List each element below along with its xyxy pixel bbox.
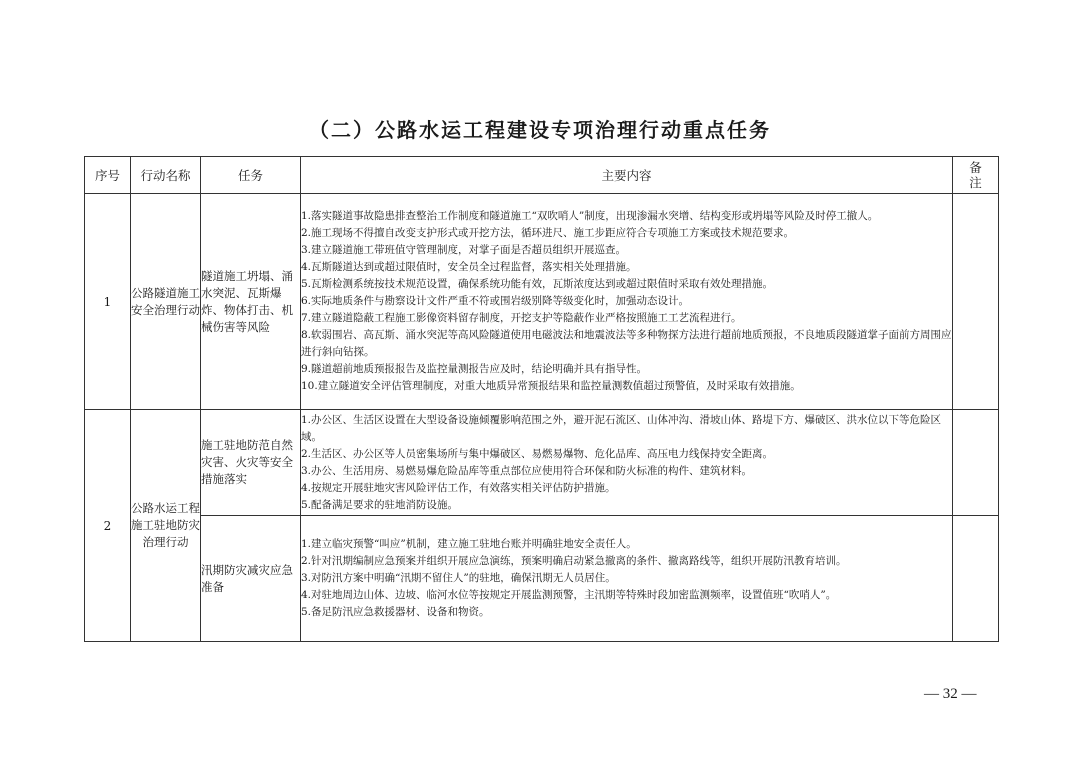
row2-action: 公路水运工程施工驻地防灾治理行动 bbox=[131, 410, 201, 642]
row1-line: 6.实际地质条件与勘察设计文件严重不符或围岩级别降等级变化时，加强动态设计。 bbox=[301, 295, 690, 307]
row1-action: 公路隧道施工安全治理行动 bbox=[131, 194, 201, 410]
table-row bbox=[85, 194, 999, 410]
table-row bbox=[85, 410, 999, 516]
page-number: — 32 — bbox=[924, 686, 977, 702]
row1-line: 9.隧道超前地质预报报告及监控量测报告应及时，结论明确并具有指导性。 bbox=[301, 363, 648, 375]
row1-line: 8.软弱围岩、高瓦斯、涌水突泥等高风险隧道使用电磁波法和地震波法等多种物探方法进行超前地质预报，不良地质段隧道掌子面前方周围应进行斜向钻探。 bbox=[301, 329, 952, 358]
row1-line: 5.瓦斯检测系统按技术规范设置，确保系统功能有效，瓦斯浓度达到或超过限值时采取有效处理措施。 bbox=[301, 278, 774, 290]
row1-line: 4.瓦斯隧道达到或超过限值时，安全员全过程监督，落实相关处理措施。 bbox=[301, 261, 637, 273]
row1-no: 1 bbox=[85, 194, 131, 410]
row2b-line: 3.对防汛方案中明确“汛期不留住人”的驻地，确保汛期无人员居住。 bbox=[301, 572, 616, 584]
header-action: 行动名称 bbox=[131, 157, 201, 194]
row2a-line: 4.按规定开展驻地灾害风险评估工作，有效落实相关评估防护措施。 bbox=[301, 481, 616, 494]
row2b-line: 2.针对汛期编制应急预案并组织开展应急演练，预案明确启动紧急撤离的条件、撤离路线等，组织开展防汛教育培训。 bbox=[301, 555, 847, 567]
header-task: 任务 bbox=[201, 157, 301, 194]
header-note-text: 备注 bbox=[969, 160, 982, 190]
row2a-line: 1.办公区、生活区设置在大型设备设施倾覆影响范围之外，避开泥石流区、山体冲沟、滑坡山体、路堤下方、爆破区、洪水位以下等危险区域。 bbox=[301, 413, 942, 443]
row2b-note bbox=[953, 516, 999, 642]
tasks-table bbox=[84, 156, 999, 642]
row2a-line: 3.办公、生活用房、易燃易爆危险品库等重点部位应使用符合环保和防火标准的构件、建筑材料。 bbox=[301, 464, 753, 477]
row1-line: 2.施工现场不得擅自改变支护形式或开挖方法，循环进尺、施工步距应符合专项施工方案或技术规范要求。 bbox=[301, 227, 795, 239]
row2-task-a: 施工驻地防范自然灾害、火灾等安全措施落实 bbox=[201, 410, 301, 516]
row2-task-b: 汛期防灾减灾应急准备 bbox=[201, 516, 301, 642]
row1-content bbox=[301, 194, 953, 410]
row1-line: 1.落实隧道事故隐患排查整治工作制度和隧道施工“双吹哨人”制度，出现渗漏水突增、结构变形或坍塌等风险及时停工撤人。 bbox=[301, 210, 879, 222]
header-content: 主要内容 bbox=[301, 157, 953, 194]
page-title: （二）公路水运工程建设专项治理行动重点任务 bbox=[309, 118, 771, 142]
row1-line: 3.建立隧道施工带班值守管理制度，对掌子面是否超员组织开展巡查。 bbox=[301, 244, 627, 256]
header-no: 序号 bbox=[85, 157, 131, 194]
row1-task: 隧道施工坍塌、涌水突泥、瓦斯爆炸、物体打击、机械伤害等风险 bbox=[201, 194, 301, 410]
row2-content-a bbox=[301, 410, 953, 516]
row1-note bbox=[953, 194, 999, 410]
row2a-line: 2.生活区、办公区等人员密集场所与集中爆破区、易燃易爆物、危化品库、高压电力线保持安全距离。 bbox=[301, 447, 774, 460]
row1-line: 10.建立隧道安全评估管理制度，对重大地质异常预报结果和监控量测数值超过预警值，及时采取有效措施。 bbox=[301, 380, 801, 392]
row2b-line: 1.建立临灾预警“叫应”机制，建立施工驻地台账并明确驻地安全责任人。 bbox=[301, 538, 637, 550]
row2a-line: 5.配备满足要求的驻地消防设施。 bbox=[301, 498, 459, 511]
row2a-note bbox=[953, 410, 999, 516]
row2b-line: 4.对驻地周边山体、边坡、临河水位等按规定开展监测预警，主汛期等特殊时段加密监测频率，设置值班“吹哨人”。 bbox=[301, 589, 837, 601]
row2b-line: 5.备足防汛应急救援器材、设备和物资。 bbox=[301, 606, 490, 618]
table-row bbox=[85, 516, 999, 642]
table-header-row bbox=[85, 157, 999, 194]
row1-line: 7.建立隧道隐蔽工程施工影像资料留存制度，开挖支护等隐蔽作业严格按照施工工艺流程进行。 bbox=[301, 312, 742, 324]
row2-no: 2 bbox=[85, 410, 131, 642]
row2-content-b bbox=[301, 516, 953, 642]
header-note bbox=[953, 157, 999, 194]
